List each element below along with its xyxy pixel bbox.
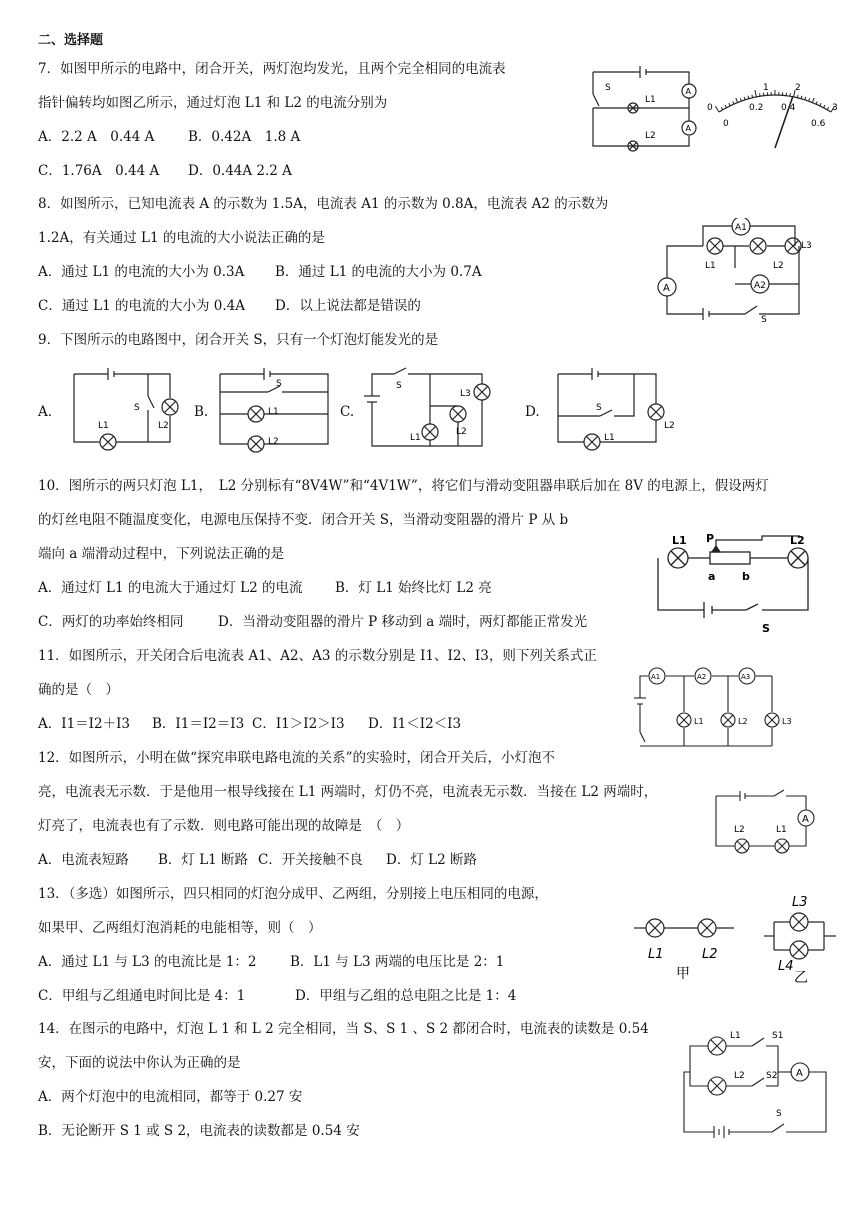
q9-option-a-circuit [70, 366, 192, 452]
q11-stem-line1: 11．如图所示，开关闭合后电流表 A1、A2、A3 的示数分别是 I1、I2、I3，则下列关系式正 [38, 648, 597, 664]
q14-fig-s-label: S [776, 1109, 782, 1119]
q13-fig-l2-label: L2 [702, 947, 718, 962]
q11-circuit-figure [630, 662, 830, 754]
q12-option-b: B．灯 L1 断路 [158, 852, 249, 868]
q10-option-d: D．当滑动变阻器的滑片 P 移动到 a 端时，两灯都能正常发光 [218, 614, 588, 630]
q11-fig-a3-label: A3 [741, 673, 751, 681]
q12-option-c: C．开关接触不良 [258, 852, 363, 868]
q10-fig-l2-label: L2 [790, 534, 805, 547]
q12-fig-l2-label: L2 [734, 825, 745, 835]
q9-option-b-label: B. [194, 404, 209, 420]
q12-fig-l1-label: L1 [776, 825, 787, 835]
q9a-fig-l2-label: L2 [158, 421, 169, 431]
q9b-fig-l2-label: L2 [268, 437, 279, 447]
q7-option-a: A．2.2 A 0.44 A [38, 129, 155, 145]
q8-fig-l3-label: L3 [801, 241, 812, 251]
q11-option-a: A．I1＝I2＋I3 [38, 716, 131, 732]
q14-circuit-figure [680, 1024, 830, 1144]
q8-option-c: C．通过 L1 的电流的大小为 0.4A [38, 298, 245, 314]
dial-tick [744, 97, 745, 100]
q7-dial-top-0: 0 [707, 103, 713, 113]
q8-fig-a1-label: A1 [735, 223, 747, 233]
dial-tick [755, 90, 756, 97]
q10-fig-p-label: P [706, 532, 715, 545]
dial-tick [725, 105, 726, 108]
q8-fig-ammeter-label: A [663, 283, 670, 294]
dial-tick [748, 96, 749, 99]
q13-group-yi-figure [762, 886, 842, 986]
q13-fig-l1-label: L1 [648, 947, 664, 962]
q7-dial-top-3: 3 [832, 103, 838, 113]
q7-stem-line1: 7．如图甲所示的电路中，闭合开关，两灯泡均发光，且两个完全相同的电流表 [38, 61, 506, 77]
q9c-fig-s-label: S [396, 381, 402, 391]
dial-tick [827, 107, 828, 110]
dial-tick [729, 103, 730, 106]
q7-fig-l1-label: L1 [645, 95, 656, 105]
q8-option-b: B．通过 L1 的电流的大小为 0.7A [275, 264, 482, 280]
q11-fig-l3-label: L3 [782, 717, 792, 726]
q12-stem-line3: 灯亮了，电流表也有了示数．则电路可能出现的故障是 （ ） [38, 818, 410, 834]
q7-circuit-figure [585, 64, 710, 156]
q9a-fig-s-label: S [134, 403, 140, 413]
dial-tick [812, 98, 814, 103]
q8-option-a: A．通过 L1 的电流的大小为 0.3A [38, 264, 245, 280]
q10-fig-s-label: S [762, 622, 770, 635]
q11-fig-a1-label: A1 [651, 673, 661, 681]
q9-option-b-circuit [212, 366, 338, 456]
q7-dial-bottom-1: 0.2 [749, 103, 764, 113]
q13-group-jia-figure [630, 912, 745, 984]
q10-option-b: B．灯 L1 始终比灯 L2 亮 [335, 580, 492, 596]
q12-option-d: D．灯 L2 断路 [386, 852, 477, 868]
q7-dial-bottom-0: 0 [723, 119, 729, 129]
q13-option-b: B．L1 与 L3 两端的电压比是 2：1 [290, 954, 505, 970]
q9c-fig-l1-label: L1 [410, 433, 421, 443]
dial-tick [740, 98, 741, 101]
q9-option-c-label: C. [340, 404, 355, 420]
q14-fig-ammeter-label: A [796, 1068, 803, 1079]
q8-option-d: D．以上说法都是错误的 [275, 298, 421, 314]
q8-stem-line1: 8．如图所示，已知电流表 A 的示数为 1.5A，电流表 A1 的示数为 0.8A，电流表 A2 的示数为 [38, 196, 609, 212]
q13-fig-l3-label: L3 [792, 895, 808, 910]
q12-option-a: A．电流表短路 [38, 852, 129, 868]
q9d-fig-l1-label: L1 [604, 433, 615, 443]
q11-fig-l1-label: L1 [694, 717, 704, 726]
q14-stem-line1: 14．在图示的电路中，灯泡 L 1 和 L 2 完全相同，当 S、S 1 、S 2 都闭合时，电流表的读数是 0.54 [38, 1021, 649, 1037]
q9c-fig-l2-label: L2 [456, 427, 467, 437]
q11-stem-line2: 确的是（ ） [38, 682, 119, 698]
q7-option-d: D．0.44A 2.2 A [188, 163, 292, 179]
q14-option-b: B．无论断开 S 1 或 S 2，电流表的读数都是 0.54 安 [38, 1123, 360, 1139]
q7-dial-top-1: 1 [763, 83, 769, 93]
q10-option-c: C．两灯的功率始终相同 [38, 614, 184, 630]
q9-option-a-label: A. [38, 404, 53, 420]
q7-fig-ammeter1-label: A [685, 87, 691, 96]
q7-fig-ammeter2-label: A [685, 124, 691, 133]
q8-stem-line2: 1.2A，有关通过 L1 的电流的大小说法正确的是 [38, 230, 325, 246]
q12-stem-line1: 12．如图所示，小明在做“探究串联电路电流的关系”的实验时，闭合开关后，小灯泡不 [38, 750, 555, 766]
q10-fig-l1-label: L1 [672, 534, 687, 547]
q13-option-c: C．甲组与乙组通电时间比是 4：1 [38, 988, 246, 1004]
q11-option-d: D．I1＜I2＜I3 [368, 716, 462, 732]
q11-option-b: B．I1＝I2＝I3 [152, 716, 245, 732]
q10-option-a: A．通过灯 L1 的电流大于通过灯 L2 的电流 [38, 580, 303, 596]
q10-fig-b-label: b [742, 570, 750, 583]
q10-circuit-figure [650, 530, 820, 638]
q13-fig-jia-label: 甲 [676, 966, 690, 982]
q11-option-c: C．I1＞I2＞I3 [252, 716, 345, 732]
q8-fig-a2-label: A2 [754, 281, 766, 291]
q11-fig-l2-label: L2 [738, 717, 748, 726]
q14-fig-s2-label: S2 [766, 1071, 778, 1081]
dial-tick [715, 106, 719, 112]
q9c-fig-l3-label: L3 [460, 389, 471, 399]
q12-stem-line2: 亮，电流表无示数．于是他用一根导线接在 L1 两端时，灯仍不亮，电流表无示数．当接在 L2 两端时， [38, 784, 658, 800]
dial-tick [721, 107, 722, 110]
q13-fig-yi-label: 乙 [794, 970, 808, 986]
q13-option-a: A．通过 L1 与 L3 的电流比是 1：2 [38, 954, 257, 970]
q9-option-d-circuit [550, 366, 680, 452]
dial-tick [797, 95, 798, 98]
dial-tick [733, 101, 734, 104]
q8-circuit-figure [655, 218, 815, 324]
dial-tick [809, 98, 810, 101]
q7-dial-bottom-2: 0.4 [781, 103, 796, 113]
q9-option-d-label: D. [525, 404, 540, 420]
dial-tick [801, 96, 802, 99]
q9b-fig-l1-label: L1 [268, 407, 279, 417]
q10-stem-line3: 端向 a 端滑动过程中，下列说法正确的是 [38, 546, 285, 562]
dial-tick [752, 95, 753, 98]
q14-fig-s1-label: S1 [772, 1031, 784, 1041]
dial-tick [805, 97, 806, 100]
q10-fig-a-label: a [708, 570, 716, 583]
q9-option-c-circuit [358, 366, 498, 452]
q9d-fig-l2-label: L2 [664, 421, 675, 431]
q14-fig-l2-label: L2 [734, 1071, 745, 1081]
q7-dial-top-2: 2 [795, 83, 801, 93]
q8-fig-s-label: S [761, 315, 767, 324]
q9d-fig-s-label: S [596, 403, 602, 413]
q10-stem-line2: 的灯丝电阻不随温度变化，电源电压保持不变．闭合开关 S，当滑动变阻器的滑片 P 从 b [38, 512, 569, 528]
q10-stem-line1: 10．图所示的两只灯泡 L1， L2 分别标有“8V4W”和“4V1W”，将它们与滑动变阻器串联后加在 8V 的电源上，假设两灯 [38, 478, 769, 494]
dial-tick [820, 103, 821, 106]
dial-tick [736, 98, 738, 103]
q7-fig-s-label: S [605, 83, 611, 93]
dial-tick [816, 101, 817, 104]
q14-option-a: A．两个灯泡中的电流相同，都等于 0.27 安 [38, 1089, 303, 1105]
q9a-fig-l1-label: L1 [98, 421, 109, 431]
q7-fig-l2-label: L2 [645, 131, 656, 141]
q9-stem: 9．下图所示的电路图中，闭合开关 S，只有一个灯泡灯能发光的是 [38, 332, 439, 348]
q7-ammeter-dial-figure [705, 78, 840, 154]
q14-fig-l1-label: L1 [730, 1031, 741, 1041]
q13-option-d: D．甲组与乙组的总电阻之比是 1：4 [295, 988, 517, 1004]
q11-fig-a2-label: A2 [697, 673, 707, 681]
dial-tick [824, 105, 825, 108]
q8-fig-l1-label: L1 [705, 261, 716, 271]
q13-stem-line1: 13．（多选）如图所示，四只相同的灯泡分成甲、乙两组，分别接上电压相同的电源， [38, 886, 548, 902]
q7-stem-line2: 指针偏转均如图乙所示，通过灯泡 L1 和 L2 的电流分别为 [38, 95, 388, 111]
q7-option-b: B．0.42A 1.8 A [188, 129, 301, 145]
q8-fig-l2-label: L2 [773, 261, 784, 271]
q7-option-c: C．1.76A 0.44 A [38, 163, 160, 179]
section-title: 二、选择题 [38, 33, 104, 48]
q9b-fig-s-label: S [276, 379, 282, 389]
q12-fig-ammeter-label: A [802, 814, 809, 825]
q13-fig-l4-label: L4 [778, 959, 794, 974]
q14-stem-line2: 安，下面的说法中你认为正确的是 [38, 1055, 241, 1071]
q13-stem-line2: 如果甲、乙两组灯泡消耗的电能相等，则（ ） [38, 920, 322, 936]
q7-dial-bottom-3: 0.6 [811, 119, 826, 129]
q12-circuit-figure [712, 788, 824, 858]
